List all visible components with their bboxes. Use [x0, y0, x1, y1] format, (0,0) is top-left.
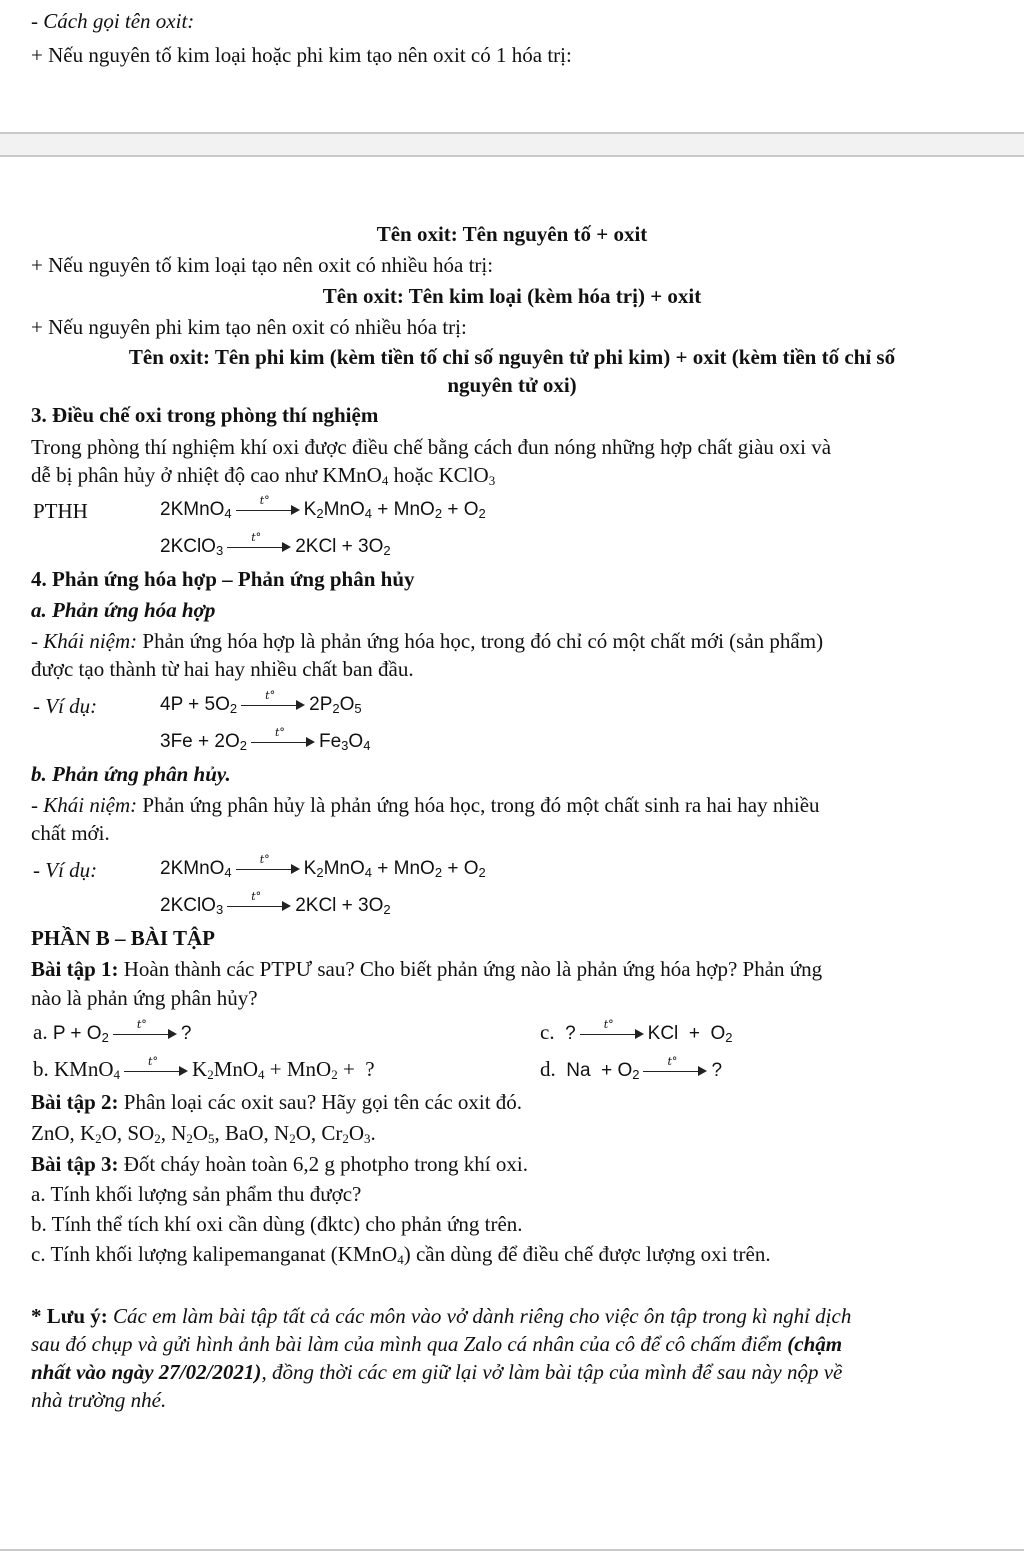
- exercise1-b: b. KMnO$_4$ t° $K_2MnO_4 + MnO_2$ + ?: [33, 1055, 375, 1082]
- reaction-arrow: t°: [580, 1024, 644, 1044]
- equation-kmno4: 2KMnO$_4$ t° $K_2MnO_4 + MnO_2 + O_2$: [160, 493, 486, 521]
- exercise1-line2: nào là phản ứng phân hủy?: [31, 986, 258, 1010]
- section4a-concept-line2: được tạo thành từ hai hay nhiều chất ban đầu.: [31, 657, 414, 681]
- exercise2-line: Bài tập 2: Phân loại các oxit sau? Hãy gọi tên các oxit đó.: [31, 1090, 523, 1114]
- partB-heading: PHẦN B – BÀI TẬP: [31, 926, 215, 950]
- reaction-arrow: t°: [236, 500, 300, 520]
- naming-formula-2: Tên oxit: Tên kim loại (kèm hóa trị) + oxit: [322, 284, 702, 308]
- naming-rule-1: + Nếu nguyên tố kim loại hoặc phi kim tạo nên oxit có 1 hóa trị:: [31, 43, 572, 67]
- reaction-arrow: t°: [251, 732, 315, 752]
- example-label-a: - Ví dụ:: [33, 694, 98, 718]
- page-end-separator: [0, 1549, 1024, 1551]
- naming-rule-2: + Nếu nguyên tố kim loại tạo nên oxit có nhiều hóa trị:: [31, 253, 494, 277]
- equation-fe-o2: $3Fe + 2O_2$ t° $Fe_3O_4$: [160, 725, 371, 753]
- section4-heading: 4. Phản ứng hóa hợp – Phản ứng phân hủy: [31, 567, 415, 591]
- page-separator-bottom: [0, 155, 1024, 157]
- section3-text-line1: Trong phòng thí nghiệm khí oxi được điều chế bằng cách đun nóng những hợp chất giàu oxi và: [31, 435, 832, 459]
- reaction-arrow: t°: [241, 695, 305, 715]
- section3-heading: 3. Điều chế oxi trong phòng thí nghiệm: [31, 403, 379, 427]
- section4a-heading: a. Phản ứng hóa hợp: [31, 598, 216, 622]
- equation-kclo3: 2KClO$_3$ t° $2KCl + 3O_2$: [160, 530, 391, 558]
- exercise3-b: b. Tính thể tích khí oxi cần dùng (đktc) cho phản ứng trên.: [31, 1212, 523, 1236]
- exercise3-line: Bài tập 3: Đốt cháy hoàn toàn 6,2 g photpho trong khí oxi.: [31, 1152, 528, 1176]
- naming-formula-1: Tên oxit: Tên nguyên tố + oxit: [376, 222, 648, 246]
- note-line2: sau đó chụp và gửi hình ảnh bài làm của mình qua Zalo cá nhân của cô để cô chấm điểm (chậm: [31, 1332, 843, 1356]
- note-line3: nhất vào ngày 27/02/2021), đồng thời các em giữ lại vở làm bài tập của mình để sau này nộp về: [31, 1360, 843, 1384]
- naming-formula-3-line1: Tên oxit: Tên phi kim (kèm tiền tố chỉ số nguyên tử phi kim) + oxit (kèm tiền tố chỉ số: [128, 345, 896, 369]
- section3-text-line2: dễ bị phân hủy ở nhiệt độ cao như KMnO$_4$ hoặc KClO$_3$: [31, 463, 496, 488]
- reaction-arrow: t°: [227, 537, 291, 557]
- exercise1-d: d. $Na + O_2$ t° ?: [540, 1054, 723, 1082]
- reaction-arrow: t°: [643, 1061, 707, 1081]
- exercise1-line1: Bài tập 1: Hoàn thành các PTPƯ sau? Cho biết phản ứng nào là phản ứng hóa hợp? Phản ứng: [31, 957, 823, 981]
- exercise1-c: c. ? t° KCl + $O_2$: [540, 1017, 733, 1045]
- naming-heading: - Cách gọi tên oxit:: [31, 9, 195, 33]
- exercise3-c: c. Tính khối lượng kalipemanganat (KMnO$_4$) cần dùng để điều chế được lượng oxi trên.: [31, 1242, 771, 1267]
- reaction-arrow: t°: [124, 1061, 188, 1081]
- section4b-concept-line1: - Khái niệm: Phản ứng phân hủy là phản ứng hóa học, trong đó một chất sinh ra hai hay nhiều: [31, 793, 820, 817]
- equation-p-o2: $4P + 5O_2$ t° $2P_2O_5$: [160, 688, 362, 716]
- naming-rule-3: + Nếu nguyên phi kim tạo nên oxit có nhiều hóa trị:: [31, 315, 467, 339]
- section4b-concept-line2: chất mới.: [31, 821, 110, 845]
- note-line1: * Lưu ý: Các em làm bài tập tất cả các môn vào vở dành riêng cho việc ôn tập trong kì nghỉ dịch: [31, 1304, 852, 1328]
- reaction-arrow: t°: [227, 896, 291, 916]
- pthh-label: PTHH: [33, 499, 88, 523]
- equation-kmno4-b: 2KMnO$_4$ t° $K_2MnO_4 + MnO_2 + O_2$: [160, 852, 486, 880]
- exercise2-oxides: ZnO, $K_2O$, $SO_2$, $N_2O_5$, BaO, $N_2O$, $Cr_2O_3$.: [31, 1121, 376, 1146]
- reaction-arrow: t°: [113, 1024, 177, 1044]
- equation-kclo3-b: 2KClO$_3$ t° $2KCl + 3O_2$: [160, 889, 391, 917]
- page-gap: [0, 134, 1024, 156]
- exercise3-a: a. Tính khối lượng sản phẩm thu được?: [31, 1182, 362, 1206]
- section4b-heading: b. Phản ứng phân hủy.: [31, 762, 231, 786]
- section4a-concept-line1: - Khái niệm: Phản ứng hóa hợp là phản ứng hóa học, trong đó chỉ có một chất mới (sản phẩm): [31, 629, 824, 653]
- note-line4: nhà trường nhé.: [31, 1388, 167, 1412]
- naming-formula-3-line2: nguyên tử oxi): [447, 373, 577, 397]
- exercise1-a: a. $P + O_2$ t° ?: [33, 1017, 192, 1045]
- example-label-b: - Ví dụ:: [33, 858, 98, 882]
- reaction-arrow: t°: [236, 859, 300, 879]
